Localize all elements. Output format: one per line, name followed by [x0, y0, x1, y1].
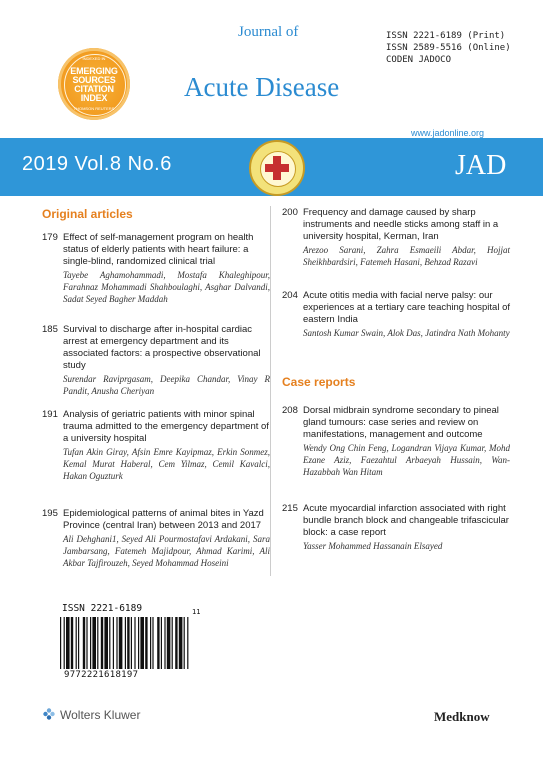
article-title: Epidemiological patterns of animal bites in Yazd Province (central Iran) between 2013 and 2017	[63, 508, 264, 531]
article-page: 185	[42, 324, 58, 335]
article-authors: Tufan Akin Giray, Afsin Emre Kayipmaz, Erkin Sonmez, Kemal Murat Haberal, Cem Yilmaz, Cemil Kavalci, Hakan Oguzturk	[63, 447, 270, 481]
publisher-medknow: Medknow	[434, 709, 490, 724]
article-title: Frequency and damage caused by sharp instruments and needle sticks among staff in a university hospital, Kerman, Iran	[303, 207, 499, 242]
article-entry[interactable]	[282, 405, 510, 478]
barcode-issn: ISSN 2221-6189	[62, 603, 143, 614]
wolters-kluwer-logo-icon	[42, 707, 56, 721]
article-entry[interactable]	[42, 232, 270, 305]
article-page: 215	[282, 503, 298, 514]
article-authors: Santosh Kumar Swain, Alok Das, Jatindra Nath Mohanty	[303, 328, 510, 338]
column-divider	[270, 206, 271, 576]
article-title: Dorsal midbrain syndrome secondary to pineal gland tumours: case series and review on manifestations, management and outcome	[303, 405, 499, 440]
article-authors: Yasser Mohammed Hassanain Elsayed	[303, 541, 443, 551]
journal-title: Acute Disease	[184, 72, 340, 102]
article-authors: Surendar Raviprgasam, Deepika Chandar, Vinay R Pandit, Anusha Cheriyan	[63, 374, 270, 396]
article-entry[interactable]	[282, 503, 510, 552]
article-entry[interactable]	[42, 508, 270, 569]
journal-emblem-icon	[249, 140, 305, 196]
article-title: Acute otitis media with facial nerve palsy: our experiences at a tertiary care teaching hospital of eastern India	[303, 290, 511, 325]
article-title: Effect of self-management program on health status of elderly patients with heart failure: a single-blind, randomized clinical trial	[63, 232, 254, 267]
barcode-number: 9772221618197	[64, 670, 139, 680]
issn-block	[386, 30, 511, 66]
article-title: Analysis of geriatric patients with minor spinal trauma admitted to the emergency department of a university hospital	[63, 409, 269, 444]
article-entry[interactable]	[282, 290, 510, 339]
section-original-articles: Original articles	[42, 207, 133, 221]
article-entry[interactable]	[282, 207, 510, 268]
barcode-issue: 11	[192, 608, 201, 616]
badge-top-text: INDEXED IN	[82, 56, 106, 61]
journal-of-label: Journal of	[238, 24, 299, 40]
article-page: 200	[282, 207, 298, 218]
issn-online: ISSN 2589-5516 (Online)	[386, 43, 511, 53]
badge-bottom-text: THOMSON REUTERS	[73, 106, 115, 111]
article-entry[interactable]	[42, 409, 270, 482]
article-authors: Wendy Ong Chin Feng, Logandran Vijaya Kumar, Mohd Ezane Aziz, Faezahtul Arbaeyah Hussain, Wan-Hazabbah Wan Hitam	[303, 443, 510, 477]
barcode-icon	[60, 617, 190, 669]
badge-title: EMERGING SOURCES CITATION INDEX	[70, 66, 118, 103]
journal-abbreviation: JAD	[455, 150, 507, 181]
article-page: 195	[42, 508, 58, 519]
issn-print: ISSN 2221-6189 (Print)	[386, 31, 506, 41]
article-page: 179	[42, 232, 58, 243]
volume-issue: 2019 Vol.8 No.6	[22, 153, 172, 175]
publisher-wolters-kluwer: Wolters Kluwer	[60, 708, 141, 722]
article-authors: Tayebe Aghamohammadi, Mostafa Khaleghipour, Farahnaz Mohammadi Shahboulaghi, Asghar Dalvandi, Sadat Seyed Bagher Maddah	[63, 270, 270, 304]
coden: CODEN JADOCO	[386, 55, 452, 65]
article-page: 208	[282, 405, 298, 416]
article-entry[interactable]	[42, 324, 270, 397]
esci-badge	[58, 48, 130, 120]
article-title: Survival to discharge after in-hospital cardiac arrest at emergency department and its associated factors: a prospective observational study	[63, 324, 261, 371]
article-authors: Arezoo Sarani, Zahra Esmaeili Abdar, Hojjat Sheikhbardsiri, Fatemeh Hasani, Behzad Razavi	[303, 245, 510, 267]
article-title: Acute myocardial infarction associated with right bundle branch block and changeable trifascicular block: a case report	[303, 503, 509, 538]
journal-url[interactable]: www.jadonline.org	[411, 128, 485, 138]
article-page: 191	[42, 409, 58, 420]
article-authors: Ali Dehghani1, Seyed Ali Pourmostafavi Ardakani, Sara Jambarsang, Fatemeh Majidpour, Ahmad Karimi, Ali Akbar Tajfirouzeh, Seyed Mohammad Hoseini	[63, 534, 270, 568]
article-page: 204	[282, 290, 298, 301]
section-case-reports: Case reports	[282, 375, 356, 389]
